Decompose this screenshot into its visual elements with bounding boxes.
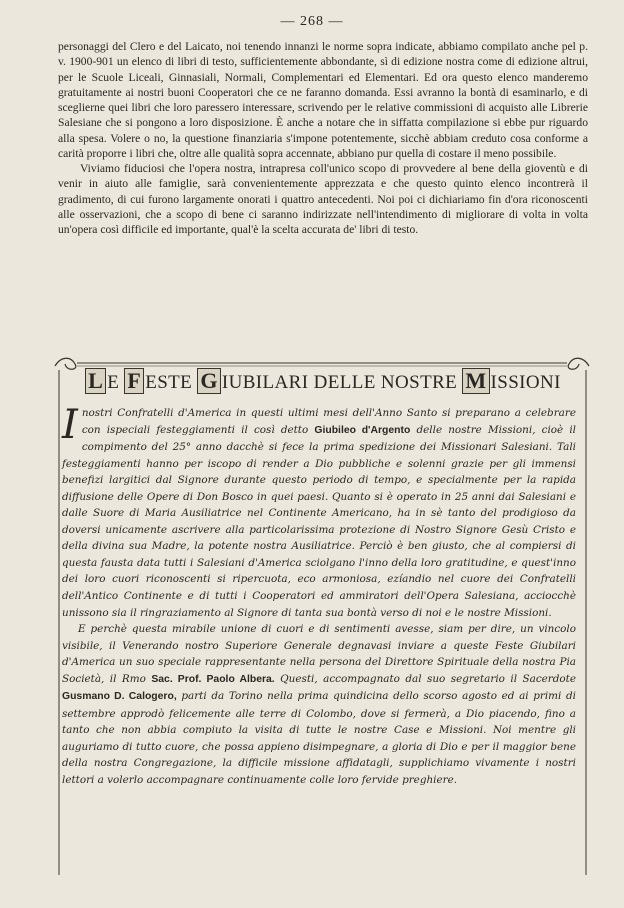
intro-text [58,39,588,237]
heading-initial-4: M [462,368,489,394]
article-p1-part-c: delle nostre Missioni, cioè il compimento del 25° anno dacchè si fece la prima spedizione dei Missionari Salesiani. Tali festeggiamenti hanno per iscopo di render a Dio pubbliche e solenni grazie per gli immensi benefizi largitici dal Signore durante questo periodo di tempo, e specialmente per la rapida diffusione delle Opere di Don Bosco in quei paesi. Quanto si è operato in 25 anni dai Salesiani e dalle Suore di Maria Ausiliatrice nel Continente Americano, ha in sè tanto del prodigioso da doversi unicamente ascrivere alla particolarissima protezione di Nostro Signore Gesù Cristo e della divina sua Madre, la potente nostra Ausiliatrice. Perciò è ben giusto, che al compiersi di questa fausta data tutti i Salesiani d'America sciolgano l'inno della loro gratitudine, e quest'inno dei loro cuori riconoscenti si ripercuota, eco armoniosa, ezíandio nel cuore dei Confratelli dell'Antico Continente e di tutti i Cooperatori ed ammiratori dell'Opera Salesiana, acciocchè unissono sia il ringraziamento al Signore di tanta sua bontà verso di noi e le nostre Missioni. [62,423,576,619]
heading-word-3: IUBILARI DELLE NOSTRE [221,372,463,393]
frame-right-border [583,370,589,875]
article-paragraph-2 [62,621,576,788]
article-p2-part-c: Questi, accompagnato dal suo segretario il Sacerdote [274,672,576,685]
article-p2-albera: Sac. Prof. Paolo Albera. [151,673,275,685]
drop-cap: I [62,402,78,448]
heading-word-2: ESTE [145,372,198,393]
intro-p1-part-c: un elenco di libri di testo, sufficientemente abbondante, sì di edizione nostra come di edizione altrui, per le Scuole Liceali, Ginnasiali, Normali, Complementari ed Elementari. Ed ora questo elenco manderemo gratuitamente ai nostri buoni Cooperatori che ce ne faranno domanda. Essi avranno la bontà di esaminarlo, e di sceglierne quei libri che loro paressero interessare, scrivendo per le relative commissioni di acquisto alle Librerie Salesiane che si pongono a loro disposizione. È anche a notare che in siffatta compilazione si ebbe pur riguardo alla spesa. Volere o no, la questione finanziaria s'impone potentemente, sicchè abbiam creduto cosa conforme a carità proporre i libri che, oltre alle qualità sopra accennate, abbiano pur quella di costare il meno possibile. [58,55,588,160]
article-p1-jubilee: Giubileo d'Argento [314,424,411,436]
article-paragraph-1 [62,402,576,621]
intro-p1-part-a: personaggi del Clero e del Laicato, noi tenendo innanzi le norme sopra indicate, abbiamo compilato anche pel p. v. [58,40,588,69]
heading-word-1: E [107,372,125,393]
heading-initial-2: F [124,368,144,394]
page-number: — 268 — [280,14,344,29]
article-p2-calogero: Gusmano D. Calogero, [62,691,177,703]
heading-initial-1: L [85,368,106,394]
heading-initial-3: G [197,368,221,394]
article-p1-part-a: nostri Confratelli d'America in questi ultimi mesi dell'Anno Santo si preparano a celebrare con ispeciali festeggiamenti il così detto [81,407,576,436]
article-p2-part-a: E perchè questa mirabile unione di cuori e di sentimenti avesse, siam per dire, un vincolo visibile, il Venerando nostro Superiore Generale degnavasi inviare a queste Feste Giubilari d'America un suo speciale rappresentante nella persona del Direttore Spirituale della nostra Pia Società, il Rmo [62,623,576,685]
heading-word-4: ISSIONI [490,372,561,393]
article-body [62,402,576,789]
article-p2-part-e: parti da Torino nella prima quindicina dello scorso agosto ed ai primi di settembre approdò felicemente alle terre di Colombo, dove si fermerà, a Dio piacendo, fino a tanto che non abbia compiuto la visita di tutte le nostre Case e Missioni. Noi mentre gli auguriamo di tutto cuore, che possa appieno disimpegnare, a gloria di Dio e per il maggior bene della nostra Congregazione, la difficile missione affidatagli, supplichiamo vivamente i nostri lettori a volerlo accompagnare continuamente colle loro fervide preghiere. [62,690,576,787]
intro-paragraph-1 [58,39,588,161]
intro-paragraph-2: Viviamo fiduciosi che l'opera nostra, intrapresa coll'unico scopo di provvedere al bene della gioventù e di venir in aiuto alle famiglie, sarà convenientemente apprezzata e che questo quinto elenco incontrerà il gradimento, di cui furono largamente onorati i quattro antecedenti. Noi poi ci dichiariamo fin d'ora riconoscenti alle osservazioni, che a scopo di bene ci saranno indirizzate nell'intendimento di migliorare di volta in volta un'opera così difficile ed importante, qual'è la scelta accurata de' libri di testo. [58,162,588,236]
section-heading [64,368,582,394]
intro-p1-year: 1900-901 [69,55,114,69]
